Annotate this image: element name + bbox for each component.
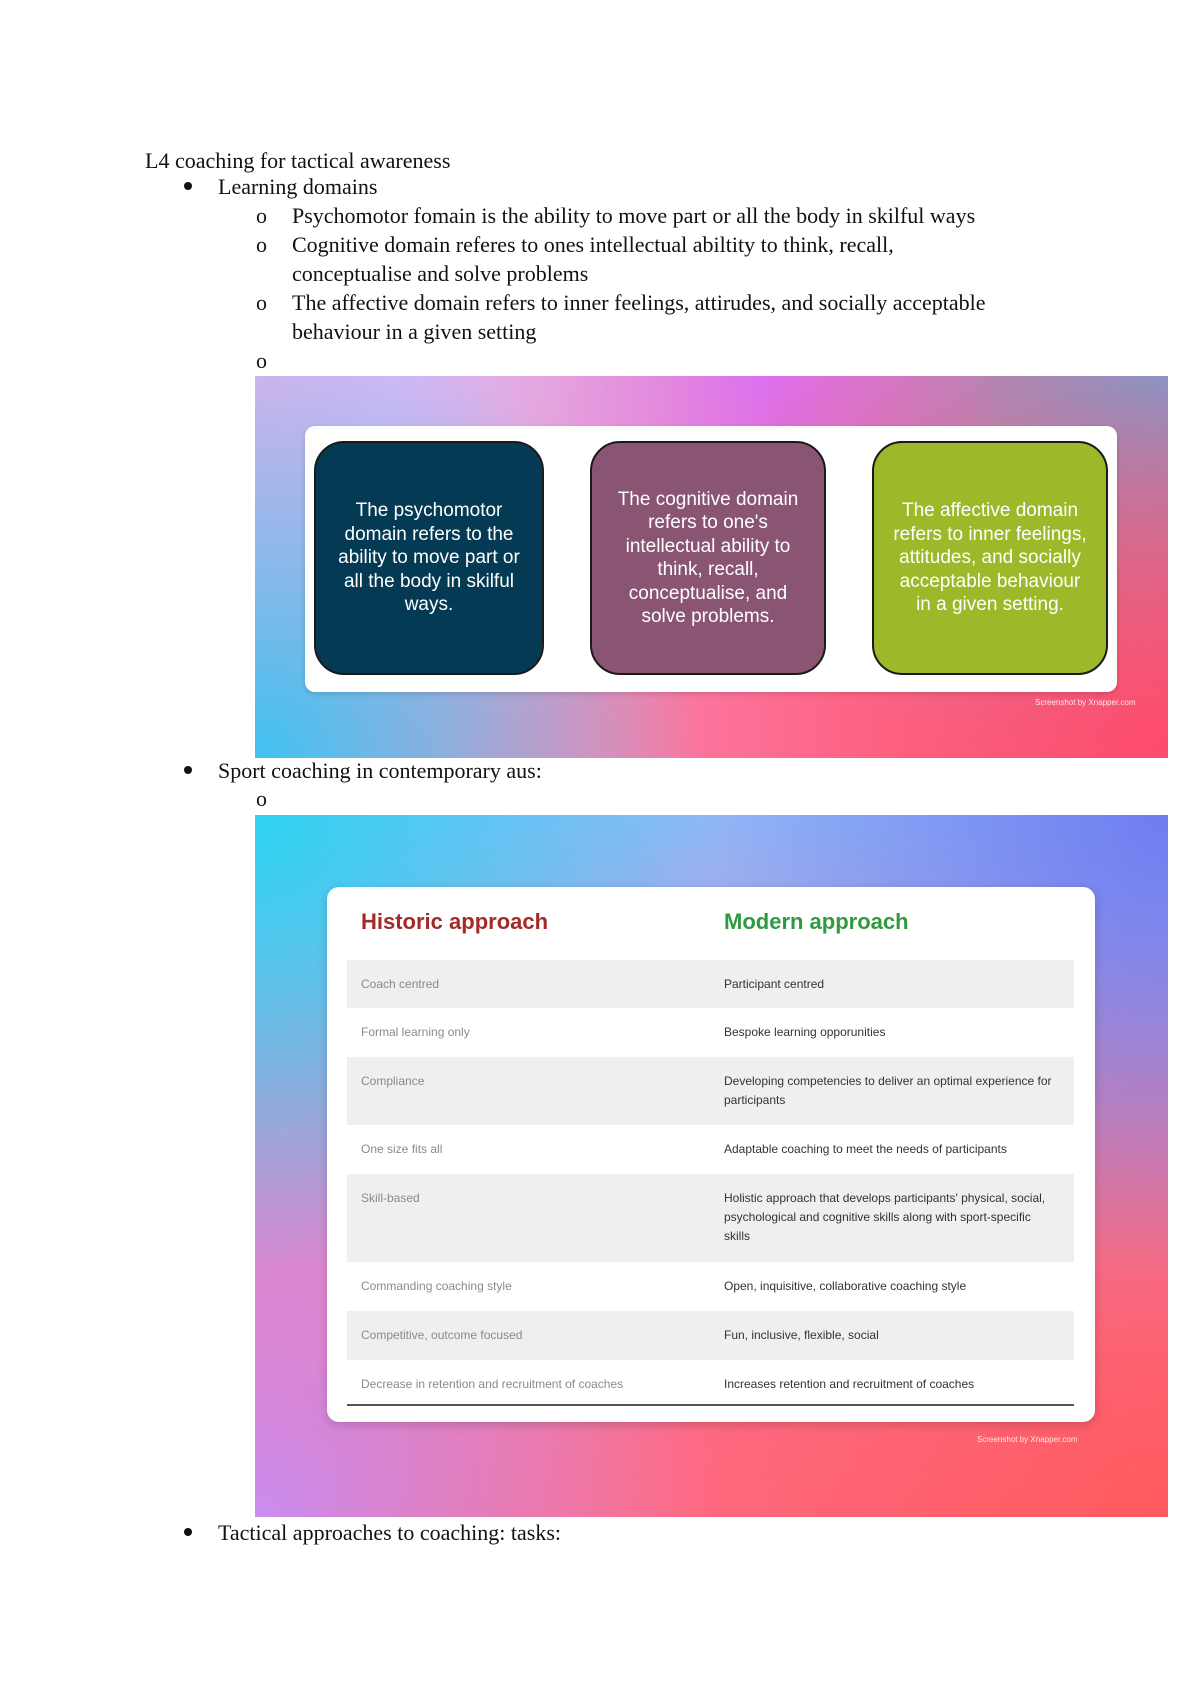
modern-cell: Adaptable coaching to meet the needs of participants <box>724 1142 1007 1156</box>
historic-cell: Skill-based <box>361 1191 420 1205</box>
image-credit: Screenshot by Xnapper.com <box>977 1435 1078 1444</box>
image-credit: Screenshot by Xnapper.com <box>1035 698 1136 707</box>
modern-cell: Bespoke learning opporunities <box>724 1025 886 1039</box>
historic-cell: Formal learning only <box>361 1025 470 1039</box>
table-divider <box>347 1404 1074 1406</box>
learning-domains-image <box>255 376 1168 758</box>
historic-cell: Coach centred <box>361 977 440 991</box>
table-row <box>347 1311 1074 1360</box>
historic-cell: Decrease in retention and recruitment of coaches <box>361 1377 624 1391</box>
coaching-approach-image <box>255 815 1168 1517</box>
modern-cell: Participant centred <box>724 977 825 991</box>
affective-domain-box: The affective domain refers to inner feelings, attitudes, and socially acceptable behaviour in a given setting. <box>872 441 1108 675</box>
modern-cell: Holistic approach that develops participants' physical, social, psychological and cognitive skills along with sport-specific skills <box>724 1191 1046 1243</box>
bullet-icon <box>184 182 192 190</box>
historic-cell: Commanding coaching style <box>361 1279 512 1293</box>
sub-bullet-icon: o <box>256 290 267 315</box>
sub-bullet-affective-cont: behaviour in a given setting <box>292 319 537 344</box>
historic-approach-header: Historic approach <box>361 909 549 934</box>
sub-bullet-icon: o <box>256 203 267 228</box>
sub-bullet-icon: o <box>256 232 267 257</box>
table-row <box>347 1125 1074 1174</box>
bullet-learning-domains: Learning domains <box>218 174 378 199</box>
sub-bullet-icon: o <box>256 786 267 811</box>
historic-cell: Compliance <box>361 1074 425 1088</box>
table-row <box>347 1262 1074 1311</box>
psychomotor-domain-box: The psychomotor domain refers to the ability to move part or all the body in skilful ways. <box>314 441 544 675</box>
modern-cell: Developing competencies to deliver an optimal experience for participants <box>724 1074 1052 1107</box>
bullet-sport-coaching: Sport coaching in contemporary aus: <box>218 758 542 783</box>
modern-cell: Open, inquisitive, collaborative coaching style <box>724 1279 967 1293</box>
modern-approach-header: Modern approach <box>724 909 909 934</box>
sub-bullet-icon: o <box>256 348 267 373</box>
modern-cell: Fun, inclusive, flexible, social <box>724 1328 879 1342</box>
domains-card <box>305 426 1117 692</box>
bullet-icon <box>184 766 192 774</box>
table-row <box>347 1174 1074 1262</box>
table-row <box>347 960 1074 1008</box>
table-row <box>347 1360 1074 1409</box>
sub-bullet-psychomotor: Psychomotor fomain is the ability to move part or all the body in skilful ways <box>292 203 976 228</box>
bullet-tactical-approaches: Tactical approaches to coaching: tasks: <box>218 1520 561 1545</box>
table-row <box>347 1008 1074 1057</box>
sub-bullet-cognitive: Cognitive domain referes to ones intellectual abiltity to think, recall, <box>292 232 894 257</box>
historic-cell: One size fits all <box>361 1142 443 1156</box>
cognitive-domain-box: The cognitive domain refers to one's intellectual ability to think, recall, conceptualise, and solve problems. <box>590 441 826 675</box>
historic-cell: Competitive, outcome focused <box>361 1328 523 1342</box>
sub-bullet-affective: The affective domain refers to inner feelings, attirudes, and socially acceptable <box>292 290 986 315</box>
bullet-icon <box>184 1528 192 1536</box>
modern-cell: Increases retention and recruitment of coaches <box>724 1377 975 1391</box>
document-title: L4 coaching for tactical awareness <box>145 148 451 173</box>
sub-bullet-cognitive-cont: conceptualise and solve problems <box>292 261 589 286</box>
approach-card <box>327 887 1095 1422</box>
table-row <box>347 1057 1074 1125</box>
